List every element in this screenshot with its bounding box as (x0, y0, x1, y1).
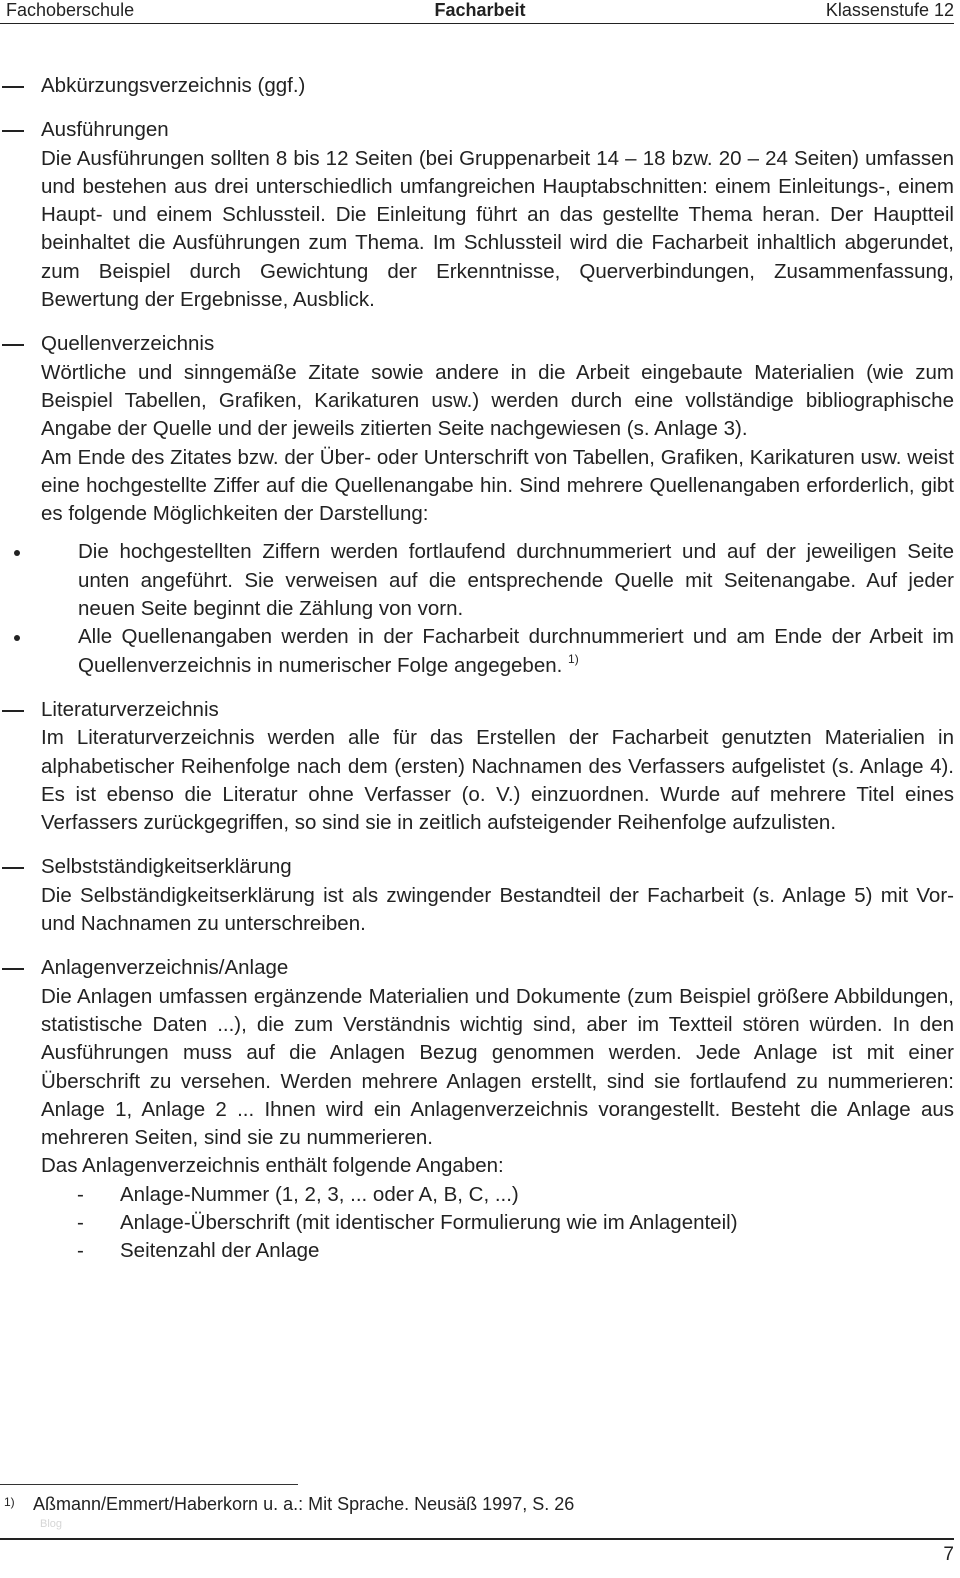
section-dash (2, 968, 24, 970)
list-item-text: Anlage-Nummer (1, 2, 3, ... oder A, B, C, ...) (120, 1182, 519, 1206)
section-title: Abkürzungsverzeichnis (ggf.) (41, 74, 306, 97)
list-dash: - (77, 1239, 84, 1263)
list-item (41, 1181, 954, 1209)
section-anlagen (0, 954, 954, 1265)
bullet-icon (14, 635, 20, 641)
section-body: Am Ende des Zitates bzw. der Über- oder Unterschrift von Tabellen, Grafiken, Karikaturen usw. weist eine hochgestellte Ziffer auf die Quellenangabe hin. Sind mehrere Quellenangaben erforderlich, gibt es folgende Möglichkeiten der Darstellung: (41, 445, 954, 526)
section-title: Anlagenverzeichnis/Anlage (41, 956, 289, 980)
section-dash (2, 710, 24, 712)
list-intro: Das Anlagenverzeichnis enthält folgende Angaben: (41, 1154, 504, 1178)
footer-divider (0, 1538, 954, 1540)
section-body: Die Selbständigkeitserklärung ist als zwingender Bestandteil der Facharbeit (s. Anlage 5) mit Vor- und Nachnamen zu unterschreiben. (41, 883, 954, 936)
header-class: Klassenstufe 12 (825, 0, 954, 20)
section-body: Die Ausführungen sollten 8 bis 12 Seiten (bei Gruppenarbeit 14 – 18 bzw. 20 – 24 Seiten) umfassen und bestehen aus drei unterschiedlich umfangreichen Hauptabschnitten: einem Einleitungs-, einem Haupt- und einem Schlussteil. Die Einleitung führt an das gestellte Thema heran. Der Hauptteil beinhaltet die Ausführungen zum Thema. Im Schlussteil wird die Facharbeit inhaltlich abgerundet, zum Beispiel durch Gewichtung der Erkenntnisse, Querverbindungen, Zusammenfassung, Bewertung der Ergebnisse, Ausblick. (41, 146, 954, 312)
list-item-text: Die hochgestellten Ziffern werden fortlaufend durchnummeriert und auf der jeweiligen Seite unten angeführt. Sie verweisen auf die entsprechende Quelle mit Seitenangabe. Auf jeder neuen Seite beginnt die Zählung von vorn. (78, 540, 954, 621)
section-ausfuehrungen (0, 116, 954, 314)
section-abkuerzung (0, 72, 954, 100)
header-divider (0, 23, 954, 24)
watermark: Blog (40, 1518, 63, 1530)
list-item (41, 623, 954, 680)
list-item-text: Anlage-Überschrift (mit identischer Formulierung wie im Anlagenteil) (120, 1210, 738, 1234)
footnote-divider (0, 1484, 298, 1485)
section-dash (2, 86, 24, 88)
list-dash: - (77, 1210, 84, 1234)
section-title: Quellenverzeichnis (41, 332, 215, 356)
footnote-text: Aßmann/Emmert/Haberkorn u. a.: Mit Sprache. Neusäß 1997, S. 26 (33, 1494, 575, 1514)
section-dash (2, 130, 24, 132)
section-body: Wörtliche und sinngemäße Zitate sowie andere in die Arbeit eingebaute Materialien (wie zum Beispiel Tabellen, Grafiken, Karikaturen usw.) werden durch eine vollständige bibliographische Angabe der Quelle und der jeweils zitierten Seite nachgewiesen (s. Anlage 3). (41, 360, 954, 441)
list-item-text: Alle Quellenangaben werden in der Facharbeit durchnummeriert und am Ende der Arbeit im Quellenverzeichnis in numerischer Folge angegeben. (78, 625, 954, 677)
section-quellen (0, 330, 954, 680)
section-literatur (0, 696, 954, 837)
footnote-reference: 1) (568, 651, 579, 666)
section-body: Die Anlagen umfassen ergänzende Materialien und Dokumente (zum Beispiel größere Abbildungen, statistische Daten ...), die zum Verständnis wichtig sind, aber im Textteil stören würden. In den Ausführungen muss auf die Anlagen Bezug genommen werden. Jede Anlage ist mit einer Überschrift zu versehen. Werden mehrere Anlagen erstellt, sind sie fortlaufend zu nummerieren: Anlage 1, Anlage 2 ... Ihnen wird ein Anlagenverzeichnis vorangestellt. Besteht die Anlage aus mehreren Seiten, sind sie zu nummerieren. (41, 984, 954, 1150)
list-item (41, 1209, 954, 1237)
section-title: Ausführungen (41, 118, 169, 142)
bullet-icon (14, 550, 20, 556)
section-dash (2, 867, 24, 869)
section-selbst (0, 853, 954, 938)
bullet-list (41, 538, 954, 679)
header-school: Fachoberschule (6, 0, 135, 20)
list-item (41, 538, 954, 623)
list-dash: - (77, 1182, 84, 1206)
section-title: Selbstständigkeitserklärung (41, 855, 292, 879)
section-title: Literaturverzeichnis (41, 697, 219, 721)
anlage-list (41, 1181, 954, 1266)
list-item (41, 1237, 954, 1265)
page-number: 7 (943, 1544, 954, 1565)
section-body: Im Literaturverzeichnis werden alle für das Erstellen der Facharbeit genutzten Materialien in alphabetischer Reihenfolge nach dem (ersten) Nachnamen des Verfassers aufgelistet (s. Anlage 4). Es ist ebenso die Literatur ohne Verfasser (o. V.) einzuordnen. Wurde auf mehrere Titel eines Verfassers zurückgegriffen, so sind sie in zeitlich aufsteigender Reihenfolge aufzulisten. (41, 726, 954, 835)
section-dash (2, 344, 24, 346)
page-header (0, 0, 960, 24)
document-body (0, 72, 954, 1282)
list-item-text: Seitenzahl der Anlage (120, 1239, 320, 1263)
header-title: Facharbeit (434, 0, 526, 20)
footnote-mark: 1) (4, 1495, 15, 1509)
